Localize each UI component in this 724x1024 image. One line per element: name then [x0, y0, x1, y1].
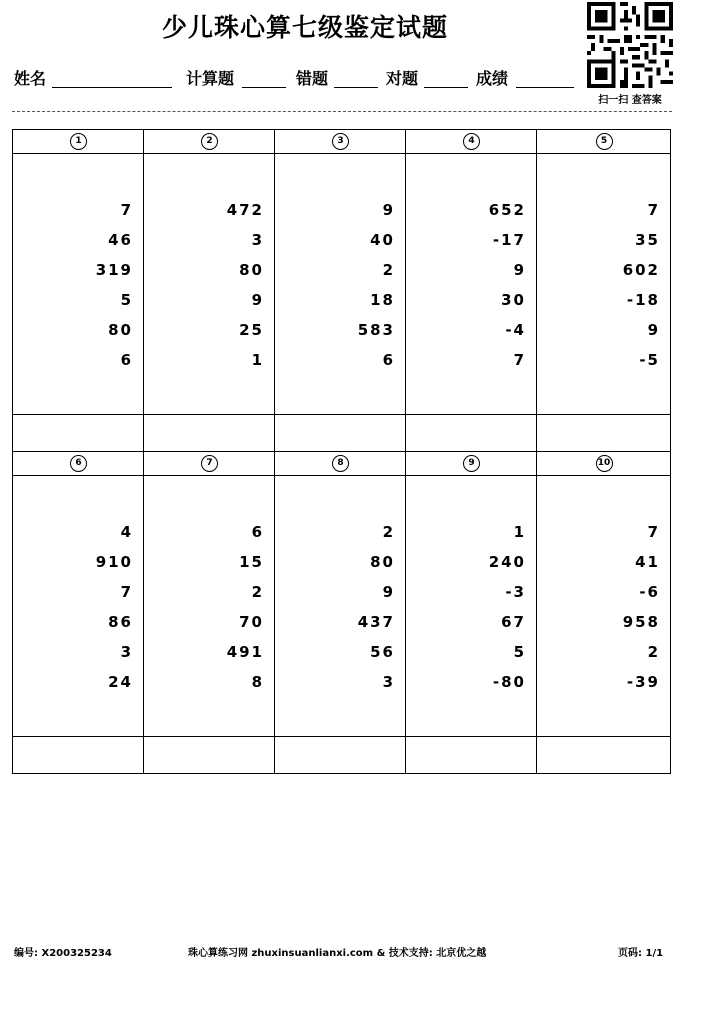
operand: 2 — [382, 261, 395, 279]
problem-number: 3 — [332, 133, 349, 150]
operand: 24 — [108, 673, 133, 691]
name-field[interactable] — [52, 87, 172, 88]
operand: 41 — [635, 553, 660, 571]
operand: 30 — [501, 291, 526, 309]
operand: 46 — [108, 231, 133, 249]
operand: 15 — [239, 553, 264, 571]
number-column — [227, 195, 264, 375]
operand: 80 — [108, 321, 133, 339]
problem-cell — [144, 130, 275, 451]
operand: 1 — [251, 351, 264, 369]
operand: 8 — [251, 673, 264, 691]
operand: 67 — [501, 613, 526, 631]
operand: 2 — [647, 643, 660, 661]
problem-header — [537, 452, 670, 476]
problem-cell — [275, 452, 406, 773]
number-column — [623, 517, 660, 697]
site-credit: 珠心算练习网 zhuxinsuanlianxi.com & 技术支持: 北京优之越 — [188, 948, 487, 959]
answer-box[interactable] — [275, 736, 405, 773]
problem-grid — [12, 129, 671, 774]
name-label: 姓名 — [14, 69, 47, 88]
operand: 7 — [120, 201, 133, 219]
operand: 652 — [488, 201, 526, 219]
operand: 7 — [120, 583, 133, 601]
problem-number: 1 — [70, 133, 87, 150]
operand: 80 — [239, 261, 264, 279]
calc-label: 计算题 — [186, 69, 235, 88]
problem-number: 2 — [201, 133, 218, 150]
operand: 7 — [647, 201, 660, 219]
operand: 9 — [382, 583, 395, 601]
score-field[interactable] — [516, 87, 574, 88]
operand: 1 — [513, 523, 526, 541]
operand: 18 — [370, 291, 395, 309]
operand: -5 — [639, 351, 660, 369]
problem-cell — [537, 130, 670, 451]
problem-number: 6 — [70, 455, 87, 472]
operand: 6 — [382, 351, 395, 369]
operand: 240 — [488, 553, 526, 571]
problem-cell — [144, 452, 275, 773]
problem-number: 9 — [463, 455, 480, 472]
calc-field[interactable] — [242, 87, 286, 88]
operand: -4 — [505, 321, 526, 339]
problem-number: 7 — [201, 455, 218, 472]
operand: 56 — [370, 643, 395, 661]
document-code: 编号: X200325234 — [14, 948, 112, 959]
problem-header — [13, 130, 143, 154]
answer-box[interactable] — [144, 736, 274, 773]
operand: 472 — [226, 201, 264, 219]
operand: -17 — [492, 231, 526, 249]
operand: 86 — [108, 613, 133, 631]
operand: 5 — [513, 643, 526, 661]
operand: 9 — [382, 201, 395, 219]
problem-cell — [275, 130, 406, 451]
number-column — [358, 195, 395, 375]
operand: 3 — [382, 673, 395, 691]
problem-cell — [406, 452, 537, 773]
problem-header — [13, 452, 143, 476]
operand: 7 — [513, 351, 526, 369]
answer-box[interactable] — [275, 414, 405, 451]
operand: 9 — [251, 291, 264, 309]
operand: 9 — [513, 261, 526, 279]
operand: 958 — [622, 613, 660, 631]
right-field[interactable] — [424, 87, 468, 88]
problem-cell — [537, 452, 670, 773]
answer-box[interactable] — [537, 414, 670, 451]
qr-caption: 扫一扫 查答案 — [598, 95, 662, 106]
score-label: 成绩 — [476, 69, 509, 88]
student-info-row — [14, 64, 584, 90]
number-column — [358, 517, 395, 697]
qr-code-icon[interactable] — [586, 2, 674, 88]
problem-header — [275, 452, 405, 476]
problem-number: 4 — [463, 133, 480, 150]
problem-block-1 — [13, 130, 670, 452]
operand: 7 — [647, 523, 660, 541]
problem-header — [537, 130, 670, 154]
operand: 4 — [120, 523, 133, 541]
operand: 437 — [357, 613, 395, 631]
operand: 25 — [239, 321, 264, 339]
answer-box[interactable] — [406, 736, 536, 773]
number-column — [623, 195, 660, 375]
operand: 319 — [95, 261, 133, 279]
operand: 2 — [251, 583, 264, 601]
operand: 6 — [251, 523, 264, 541]
answer-box[interactable] — [406, 414, 536, 451]
number-column — [489, 517, 526, 697]
operand: 491 — [226, 643, 264, 661]
answer-box[interactable] — [13, 414, 143, 451]
problem-header — [144, 452, 274, 476]
number-column — [489, 195, 526, 375]
operand: 583 — [357, 321, 395, 339]
problem-header — [144, 130, 274, 154]
wrong-field[interactable] — [334, 87, 378, 88]
operand: 602 — [622, 261, 660, 279]
problem-cell — [13, 130, 144, 451]
operand: -18 — [626, 291, 660, 309]
operand: 5 — [120, 291, 133, 309]
page-number: 页码: 1/1 — [618, 948, 664, 959]
problem-header — [406, 452, 536, 476]
problem-header — [275, 130, 405, 154]
problem-block-2 — [13, 452, 670, 773]
problem-number: 10 — [596, 455, 613, 472]
number-column — [227, 517, 264, 697]
operand: -3 — [505, 583, 526, 601]
operand: -80 — [492, 673, 526, 691]
operand: 3 — [120, 643, 133, 661]
answer-box[interactable] — [13, 736, 143, 773]
problem-header — [406, 130, 536, 154]
answer-box[interactable] — [537, 736, 670, 773]
operand: -6 — [639, 583, 660, 601]
problem-cell — [406, 130, 537, 451]
cut-line-divider — [12, 111, 672, 112]
problem-cell — [13, 452, 144, 773]
number-column — [96, 517, 133, 697]
operand: 9 — [647, 321, 660, 339]
operand: 2 — [382, 523, 395, 541]
problem-number: 8 — [332, 455, 349, 472]
operand: -39 — [626, 673, 660, 691]
operand: 40 — [370, 231, 395, 249]
operand: 70 — [239, 613, 264, 631]
operand: 35 — [635, 231, 660, 249]
operand: 80 — [370, 553, 395, 571]
operand: 3 — [251, 231, 264, 249]
operand: 6 — [120, 351, 133, 369]
number-column — [96, 195, 133, 375]
operand: 910 — [95, 553, 133, 571]
page-title: 少儿珠心算七级鉴定试题 — [161, 13, 448, 42]
wrong-label: 错题 — [296, 69, 329, 88]
right-label: 对题 — [386, 69, 419, 88]
answer-box[interactable] — [144, 414, 274, 451]
problem-number: 5 — [596, 133, 613, 150]
